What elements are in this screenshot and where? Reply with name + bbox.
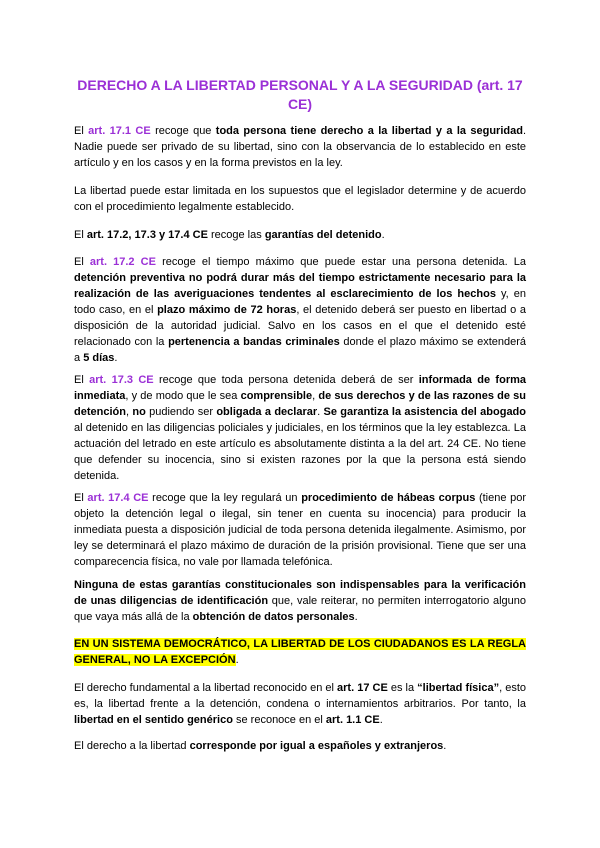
bold-text: informada de forma inmediata — [74, 374, 526, 402]
paragraph-highlight — [74, 636, 526, 668]
text: . — [381, 229, 385, 241]
bold-text: de sus derechos y de las razones de su detención — [74, 390, 526, 418]
bold-text: plazo máximo de 72 horas — [157, 304, 297, 316]
paragraph-physical-freedom — [74, 680, 526, 728]
text: es la — [387, 682, 418, 694]
text: recoge el tiempo máximo que puede estar una persona detenida. La — [155, 256, 527, 268]
bold-text: comprensible — [240, 390, 313, 402]
text: . — [317, 406, 324, 418]
page-title: DERECHO A LA LIBERTAD PERSONAL Y A LA SEGURIDAD (art. 17 CE) — [77, 77, 523, 112]
bold-text: obligada a declarar — [216, 406, 318, 418]
text: La libertad puede estar limitada en los supuestos que el legislador determine y de acuerdo con el procedimiento legalmente establecido. — [74, 185, 526, 213]
bold-text: libertad en el sentido genérico — [74, 714, 233, 726]
bold-text: no — [132, 406, 146, 418]
bold-text: corresponde por igual a españoles y extranjeros — [189, 740, 444, 752]
paragraph-foreigners — [74, 738, 526, 754]
highlighted-text: EN UN SISTEMA DEMOCRÁTICO, LA LIBERTAD DE LOS CIUDADANOS ES LA REGLA GENERAL, NO LA EXCEPCIÓN — [74, 638, 526, 666]
text: El — [74, 374, 90, 386]
paragraph-identification — [74, 577, 526, 625]
text: donde el plazo máximo se extenderá a — [74, 336, 527, 364]
text: se reconoce en el — [232, 714, 326, 726]
text: . — [114, 352, 118, 364]
text: , y de modo que le sea — [125, 390, 241, 402]
text: (tiene por objeto la detención legal o ilegal, sin tener en cuenta su inocencia) para producir la inmediata puesta a disposición judicial de toda persona detenida ilegalmente. Asimismo, por ley se determinará el plazo máximo de duración de la prisión provisional. Tiene que ser una comparecencia física, no vale por llamada telefónica. — [74, 492, 527, 568]
text: que, vale reiterar, no permiten interrogatorio alguno que vaya más allá de la — [74, 595, 526, 623]
paragraph-art-17-1 — [74, 123, 526, 171]
bold-text: Ninguna de estas garantías constitucionales son indispensables para la verificación de unas diligencias de identificación — [74, 579, 526, 607]
bold-text: detención preventiva no podrá durar más del tiempo estrictamente necesario para la realización de las averiguaciones tendentes al esclarecimiento de los hechos — [74, 272, 526, 300]
text: recoge que — [150, 125, 216, 137]
text: , — [125, 406, 133, 418]
article-ref: art. 17.1 CE — [88, 125, 151, 137]
text: recoge que toda persona detenida deberá de ser — [153, 374, 419, 386]
text: recoge las — [207, 229, 265, 241]
bold-text: toda persona tiene derecho a la libertad y a la seguridad — [215, 125, 523, 137]
paragraph-limits — [74, 183, 526, 215]
text: al detenido en las diligencias policiales y judiciales, en los términos que la ley establezca. La actuación del letrado en este artículo es absolutamente distinta a la del art. 24 CE. No tiene que defender su inocencia, sino si existen razones por la que la persona está siendo detenida. — [74, 422, 526, 482]
bold-text: “libertad física” — [417, 682, 500, 694]
text: . — [354, 611, 358, 623]
article-ref: art. 17.2 CE — [89, 256, 156, 268]
bold-text: art. 17.2, 17.3 y 17.4 CE — [86, 229, 208, 241]
article-ref: art. 17.4 CE — [87, 492, 149, 504]
text: , — [312, 390, 319, 402]
paragraph-art-17-4 — [74, 490, 526, 570]
text: El — [74, 229, 87, 241]
text: . Nadie puede ser privado de su libertad, sino con la observancia de lo establecido en este artículo y en los casos y en la forma previstos en la ley. — [74, 125, 526, 169]
bold-text: obtención de datos personales — [192, 611, 355, 623]
article-ref: art. 17.3 CE — [89, 374, 154, 386]
text: . — [235, 654, 239, 666]
text: El — [74, 492, 88, 504]
text: . — [379, 714, 383, 726]
bold-text: art. 17 CE — [337, 682, 388, 694]
text: , el detenido deberá ser puesto en libertad o a disposición de la autoridad judicial. Salvo en los casos en el que el detenido esté relacionado con la — [74, 304, 527, 348]
bold-text: procedimiento de hábeas corpus — [301, 492, 476, 504]
text: y, en todo caso, en el — [74, 288, 526, 316]
text: pudiendo ser — [145, 406, 217, 418]
text: El derecho a la libertad — [74, 740, 190, 752]
bold-text: Se garantiza la asistencia del abogado — [323, 406, 526, 418]
text: El derecho fundamental a la libertad reconocido en el — [74, 682, 338, 694]
bold-text: garantías del detenido — [264, 229, 382, 241]
paragraph-art-17-2 — [74, 254, 526, 366]
paragraph-art-17-3 — [74, 372, 526, 484]
paragraph-guarantees — [74, 227, 526, 243]
bold-text: pertenencia a bandas criminales — [168, 336, 340, 348]
text: . — [443, 740, 447, 752]
bold-text: 5 días — [83, 352, 115, 364]
text: El — [74, 125, 89, 137]
text: recoge que la ley regulará un — [148, 492, 302, 504]
bold-text: art. 1.1 CE — [325, 714, 380, 726]
text: , esto es, la libertad frente a la detención, condena o internamientos arbitrarios. Por tanto, la — [74, 682, 526, 710]
text: El — [74, 256, 90, 268]
